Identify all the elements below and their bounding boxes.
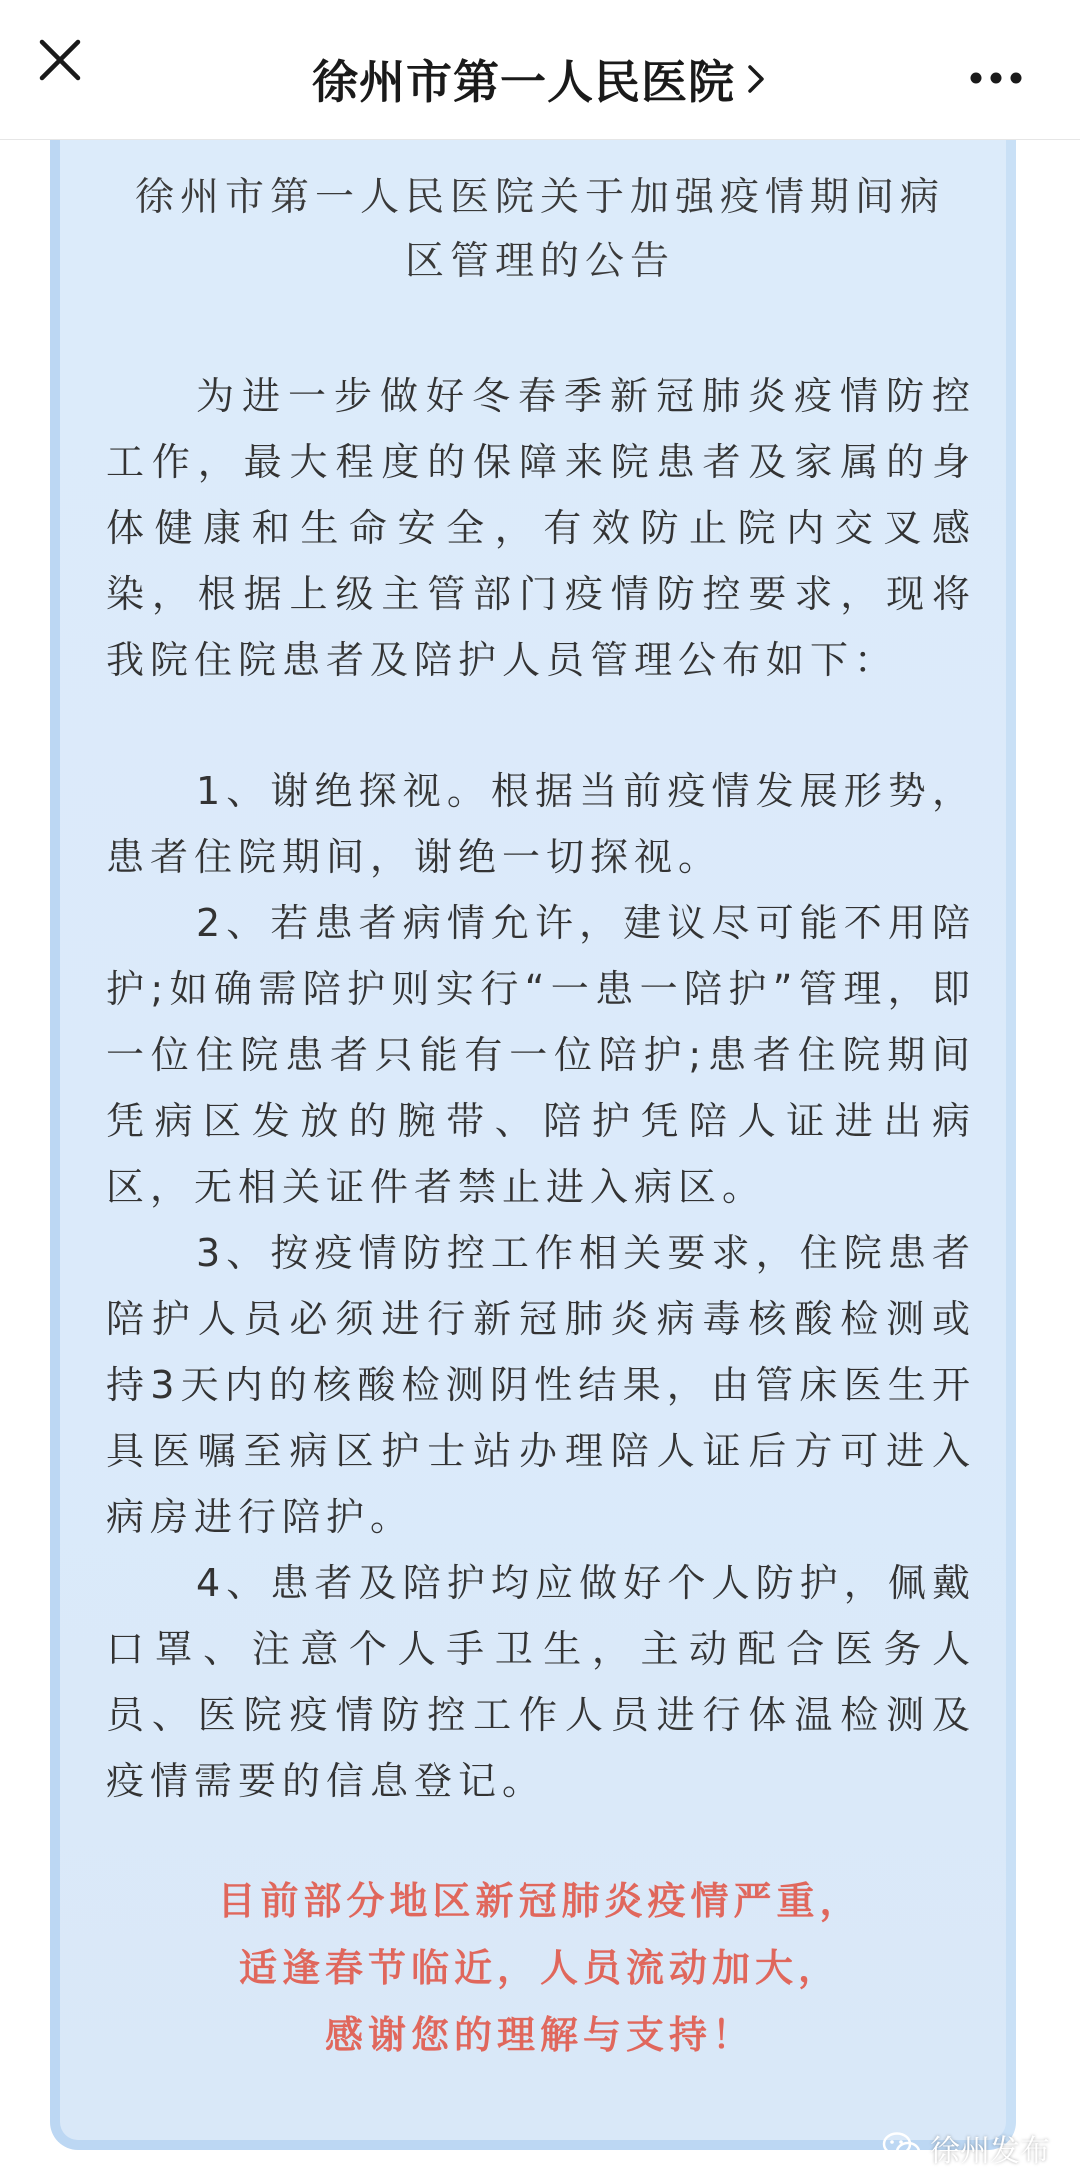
chevron-right-icon	[746, 61, 768, 97]
account-title-link[interactable]	[0, 46, 1080, 116]
closing-line: 适逢春节临近，人员流动加大，	[238, 1946, 841, 1990]
closing-line: 目前部分地区新冠肺炎疫情严重，	[217, 1879, 863, 1923]
watermark-text: 徐州发布	[930, 2134, 1050, 2169]
closing-line: 感谢您的理解与支持！	[324, 2013, 755, 2057]
notice-title	[90, 166, 990, 294]
notice-intro	[106, 363, 976, 693]
source-watermark	[882, 2128, 1050, 2168]
page-title: 徐州市第一人民医院	[311, 55, 735, 109]
wechat-icon	[882, 2131, 922, 2165]
notice-item-2: 2、若患者病情允许，建议尽可能不用陪护;如确需陪护则实行“一患一陪护”管理，即一位住院患者只能有一位陪护;患者住院期间凭病区发放的腕带、陪护凭陪人证进出病区，无相关证件者禁止进入病区。	[106, 901, 976, 1209]
notice-item-1: 1、谢绝探视。根据当前疫情发展形势，患者住院期间，谢绝一切探视。	[106, 769, 976, 879]
more-icon	[962, 52, 1042, 104]
top-navigation-bar	[0, 0, 1080, 140]
notice-title-line: 区管理的公告	[404, 239, 675, 284]
notice-item-4: 4、患者及陪护均应做好个人防护，佩戴口罩、注意个人手卫生，主动配合医务人员、医院疫情防控工作人员进行体温检测及疫情需要的信息登记。	[106, 1561, 976, 1803]
more-button[interactable]	[962, 52, 1042, 104]
notice-item-3: 3、按疫情防控工作相关要求，住院患者陪护人员必须进行新冠肺炎病毒核酸检测或持3天内的核酸检测阴性结果，由管床医生开具医嘱至病区护士站办理陪人证后方可进入病房进行陪护。	[106, 1231, 976, 1539]
closing-message	[90, 1868, 990, 2069]
intro-paragraph: 为进一步做好冬春季新冠肺炎疫情防控工作，最大程度的保障来院患者及家属的身体健康和生命安全，有效防止院内交叉感染，根据上级主管部门疫情防控要求，现将我院住院患者及陪护人员管理公布如下：	[106, 374, 976, 682]
notice-title-line: 徐州市第一人民医院关于加强疫情期间病	[134, 175, 945, 220]
notice-items	[106, 758, 976, 1814]
